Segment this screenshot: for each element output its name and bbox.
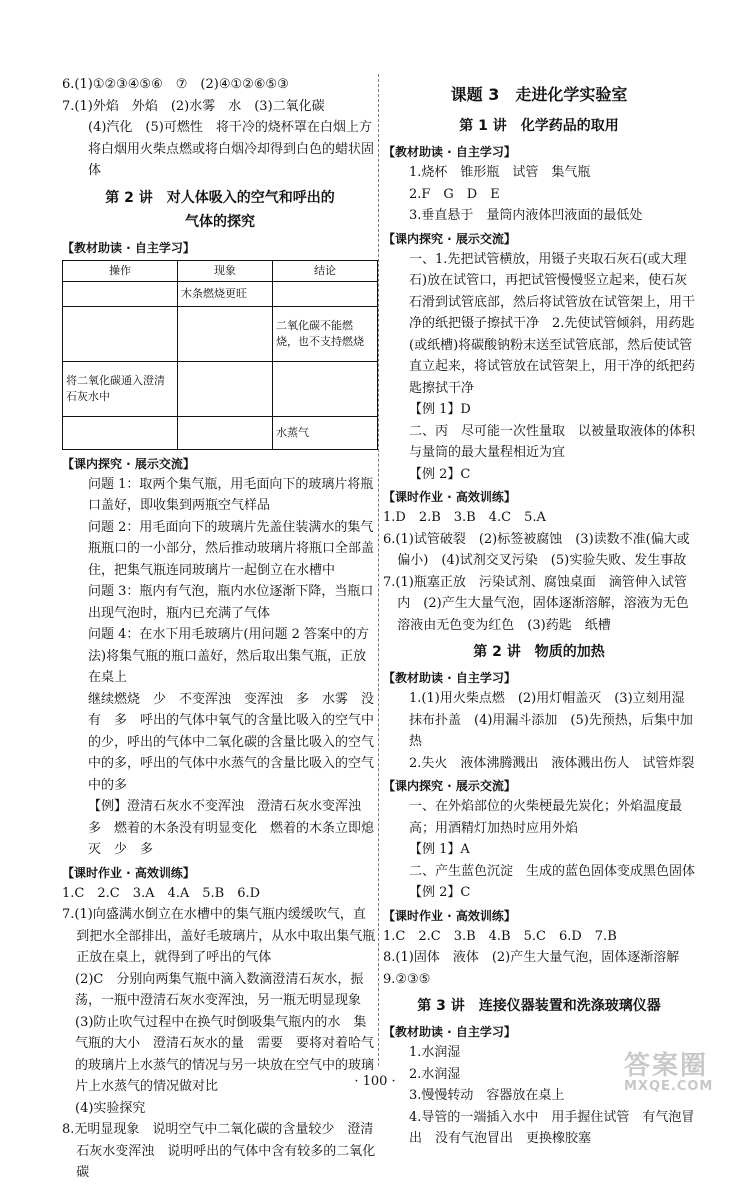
lecture-3-title: 第 3 讲 连接仪器装置和洗涤玻璃仪器 bbox=[417, 998, 661, 1014]
answer-line: 1.烧杯 锥形瓶 试管 集气瓶 bbox=[409, 165, 591, 180]
answer-line: 1.水润湿 bbox=[409, 1045, 461, 1060]
topic-title: 课题 3 走进化学实验室 bbox=[450, 85, 628, 104]
table-cell: 二氧化碳不能燃烧，也不支持燃烧 bbox=[273, 306, 378, 361]
section-heading: 【教材助读 · 自主学习】 bbox=[383, 1025, 516, 1039]
lecture-title-line: 第 2 讲 对人体吸入的空气和呼出的 bbox=[105, 189, 335, 206]
answer-line: 1.D 2.B 3.B 4.C 5.A bbox=[383, 510, 546, 525]
answer-line: (2)C 分别向两集气瓶中滴入数滴澄清石灰水，振荡，一瓶中澄清石灰水变浑浊，另一瓶无明显现象 bbox=[75, 971, 364, 1008]
answer-line: 8.(1)固体 液体 (2)产生大量气泡，固体逐渐溶解 bbox=[383, 950, 680, 965]
left-column bbox=[62, 74, 378, 1184]
lecture-2-title bbox=[62, 186, 378, 234]
answer-line: 【例 2】C bbox=[409, 466, 471, 482]
answer-line: 6.(1)①②③④⑤⑥ ⑦ (2)④①②⑥⑤③ bbox=[62, 77, 289, 92]
lecture-1-title: 第 1 讲 化学药品的取用 bbox=[459, 118, 619, 134]
answer-line: 二、产生蓝色沉淀 生成的蓝色固体变成黑色固体 bbox=[409, 863, 696, 879]
answer-line: 7.(1)外焰 外焰 (2)水雾 水 (3)二氧化碳 bbox=[62, 98, 325, 114]
answer-line: 二、丙 尽可能一次性量取 以被量取液体的体积与量筒的最大量程相近为宜 bbox=[409, 423, 696, 460]
answer-line: 一、1.先把试管横放，用镊子夹取石灰石(或大理石)放在试管口，再把试管慢慢竖立起来，使石灰石滑到试管底部，然后将试管放在试管架上，用干净的纸把镊子擦拭干净 2.先使试管倾斜，用药匙(或纸槽)将碳酸钠粉末送至试管底部，然后使试管直立起来，将试管放在试管架上，用干净的纸把药匙擦拭干净 bbox=[409, 251, 696, 396]
answer-line: 【例 1】D bbox=[409, 402, 471, 417]
section-heading: 【教材助读 · 自主学习】 bbox=[383, 671, 516, 685]
table-cell: 木条燃烧更旺 bbox=[178, 281, 273, 306]
watermark-text: 答案圈 bbox=[624, 1051, 709, 1081]
section-heading: 【教材助读 · 自主学习】 bbox=[383, 145, 516, 159]
table-cell bbox=[273, 281, 378, 306]
answer-line: (4)汽化 (5)可燃性 将干冷的烧杯罩在白烟上方将白烟用火柴点燃或将白烟冷却得到白色的蜡状固体 bbox=[88, 120, 375, 178]
section-heading: 【课时作业 · 高效训练】 bbox=[383, 490, 516, 504]
answer-line: 问题 3：瓶内有气泡，瓶内水位逐渐下降，当瓶口出现气泡时，瓶内已充满了气体 bbox=[88, 584, 374, 621]
answer-line: (4)实验探究 bbox=[75, 1100, 146, 1116]
answer-line: 2.F G D E bbox=[409, 186, 500, 202]
section-heading: 【课时作业 · 高效训练】 bbox=[383, 908, 516, 923]
table-cell bbox=[63, 306, 178, 361]
table-cell bbox=[63, 416, 178, 449]
answer-line: 3.垂直悬于 量筒内液体凹液面的最低处 bbox=[409, 208, 643, 223]
answer-line: 【例 2】C bbox=[409, 885, 471, 900]
answer-line: 7.(1)瓶塞正放 污染试剂、腐蚀桌面 滴管伸入试管内 (2)产生大量气泡，固体逐渐溶解，溶液为无色 溶液由无色变为红色 (3)药匙 纸槽 bbox=[383, 574, 702, 633]
lecture-2-title: 第 2 讲 物质的加热 bbox=[473, 644, 605, 660]
answer-line: 9.②③⑤ bbox=[383, 971, 431, 987]
answer-line: 6.(1)试管破裂 (2)标签被腐蚀 (3)读数不准(偏大或偏小) (4)试剂交叉污染 (5)实验失败、发生事故 bbox=[383, 531, 690, 568]
answer-line: 2.失火 液体沸腾溅出 液体溅出伤人 试管炸裂 bbox=[409, 755, 695, 771]
answer-line: 【例】澄清石灰水不变浑浊 澄清石灰水变浑浊 多 燃着的木条没有明显变化 燃着的木条立即熄灭 少 多 bbox=[88, 799, 375, 857]
table-row bbox=[63, 281, 378, 306]
table-cell bbox=[63, 281, 178, 306]
table-header-row bbox=[63, 260, 378, 281]
experiment-table bbox=[62, 260, 378, 450]
table-header-cell: 操作 bbox=[63, 260, 178, 281]
answer-line: 问题 1：取两个集气瓶，用毛面向下的玻璃片将瓶口盖好，即收集到两瓶空气样品 bbox=[88, 476, 374, 513]
answer-line: 继续燃烧 少 不变浑浊 变浑浊 多 水雾 没有 多 呼出的气体中氧气的含量比吸入的空气中的少，呼出的气体中二氧化碳的含量比吸入的空气中的多，呼出的气体中水蒸气的含量比吸入的空气中的多 bbox=[88, 691, 375, 793]
answer-line: 2.水润湿 bbox=[409, 1066, 461, 1082]
column-divider bbox=[378, 74, 379, 1066]
answer-line: 1.C 2.C 3.A 4.A 5.B 6.D bbox=[62, 885, 261, 901]
table-cell bbox=[178, 416, 273, 449]
answer-line: 8.无明显现象 说明空气中二氧化碳的含量较少 澄清石灰水变浑浊 说明呼出的气体中含有较多的二氧化碳 bbox=[62, 1122, 376, 1180]
answer-line: 1.C 2.C 3.B 4.B 5.C 6.D 7.B bbox=[383, 928, 617, 944]
lecture-title-line: 气体的探究 bbox=[185, 213, 255, 230]
table-row bbox=[63, 361, 378, 416]
answer-line: 7.(1)向盛满水倒立在水槽中的集气瓶内缓缓吹气，直到把水全部排出，盖好毛玻璃片，从水中取出集气瓶正放在桌上，就得到了呼出的气体 bbox=[62, 907, 376, 965]
table-row bbox=[63, 306, 378, 361]
watermark-logo bbox=[624, 1052, 736, 1094]
table-header-cell: 结论 bbox=[273, 260, 378, 281]
table-cell: 水蒸气 bbox=[273, 416, 378, 449]
table-cell bbox=[178, 306, 273, 361]
table-cell: 将二氧化碳通入澄清石灰水中 bbox=[63, 361, 178, 416]
answer-line: 1.(1)用火柴点燃 (2)用灯帽盖灭 (3)立刻用湿抹布扑盖 (4)用漏斗添加 (5)先预热，后集中加热 bbox=[409, 691, 693, 749]
answer-line: 【例 1】A bbox=[409, 842, 470, 857]
answer-line: 4.导管的一端插入水中 用手握住试管 有气泡冒出 没有气泡冒出 更换橡胶塞 bbox=[409, 1109, 695, 1146]
table-header-cell: 现象 bbox=[178, 260, 273, 281]
answer-line: 问题 4：在水下用毛玻璃片(用问题 2 答案中的方法)将集气瓶的瓶口盖好，然后取出集气瓶，正放在桌上 bbox=[88, 627, 370, 685]
section-heading: 【课内探究 · 展示交流】 bbox=[62, 456, 195, 471]
table-row bbox=[63, 416, 378, 449]
section-heading: 【课内探究 · 展示交流】 bbox=[383, 231, 516, 246]
watermark-url: MXQE.COM bbox=[624, 1079, 714, 1094]
right-column bbox=[383, 74, 702, 1150]
section-heading: 【课时作业 · 高效训练】 bbox=[62, 865, 195, 880]
answer-line: 3.慢慢转动 容器放在桌上 bbox=[409, 1088, 565, 1103]
answer-line: 一、在外焰部位的火柴梗最先炭化；外焰温度最高；用酒精灯加热时应用外焰 bbox=[409, 799, 683, 836]
section-heading: 【教材助读 · 自主学习】 bbox=[62, 240, 195, 255]
section-heading: 【课内探究 · 展示交流】 bbox=[383, 779, 516, 793]
page-number: · 100 · bbox=[354, 1074, 396, 1089]
answer-line: (3)防止吹气过程中在换气时倒吸集气瓶内的水 集气瓶的大小 澄清石灰水的量 需要 要将对着哈气的玻璃片上水蒸气的情况与另一块放在空气中的玻璃片上水蒸气的情况做对比 bbox=[75, 1014, 375, 1094]
table-cell bbox=[273, 361, 378, 416]
answer-line: 问题 2：用毛面向下的玻璃片先盖住装满水的集气瓶瓶口的一小部分，然后推动玻璃片将瓶口全部盖住，把集气瓶连同玻璃片一起倒立在水槽中 bbox=[88, 519, 375, 578]
table-cell bbox=[178, 361, 273, 416]
